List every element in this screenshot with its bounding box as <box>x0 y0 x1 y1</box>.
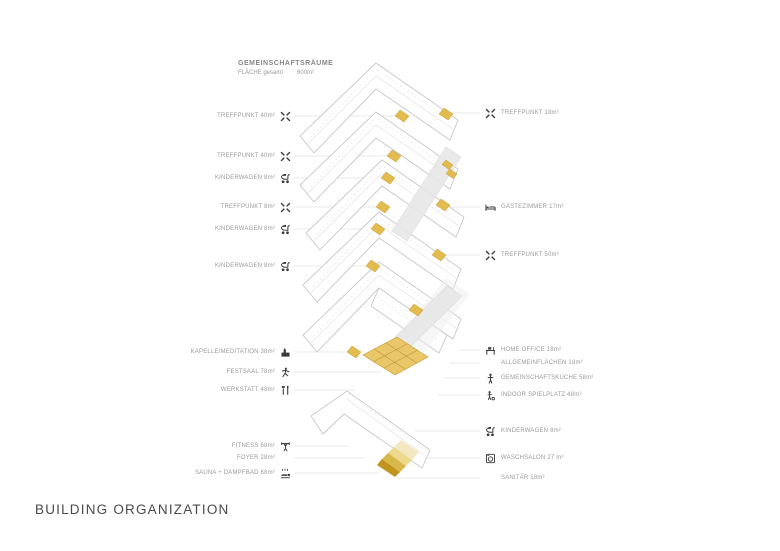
label-row <box>191 346 292 358</box>
label-row <box>484 201 564 213</box>
bed-icon <box>484 201 497 213</box>
desk-icon <box>484 344 497 356</box>
label-row <box>484 357 583 369</box>
meeting-point-icon <box>279 150 292 162</box>
stroller-icon <box>279 260 292 272</box>
room-label: FESTSAAL 78m² <box>226 369 275 375</box>
room-label: TREFFPUNKT 8m² <box>220 204 275 210</box>
person-icon <box>484 372 497 384</box>
label-row <box>484 107 559 119</box>
tools-icon <box>279 384 292 396</box>
label-row <box>195 467 292 479</box>
label-row <box>221 384 292 396</box>
empty-icon-slot <box>484 472 497 484</box>
empty-icon-slot <box>279 452 292 464</box>
meeting-point-icon <box>279 110 292 122</box>
chapel-icon <box>279 346 292 358</box>
room-label: ALLGEMEINFLÄCHEN 18m² <box>501 360 583 366</box>
dancer-icon <box>279 366 292 378</box>
stroller-icon <box>484 425 497 437</box>
label-row <box>215 260 292 272</box>
room-label: KINDERWAGEN 8m² <box>214 263 275 269</box>
label-row <box>217 150 292 162</box>
area-value: 600m² <box>297 70 315 76</box>
room-label: KINDERWAGEN 8m² <box>501 428 562 434</box>
room-label: WASCHSALON 27 m² <box>501 455 564 461</box>
label-row <box>484 344 561 356</box>
meeting-point-icon <box>279 201 292 213</box>
label-row <box>227 366 292 378</box>
label-row <box>484 249 559 261</box>
sauna-icon <box>279 467 292 479</box>
label-row <box>215 172 292 184</box>
label-row <box>215 223 292 235</box>
room-label: KAPELLE/MEDITATION 38m² <box>190 349 275 355</box>
room-label: INDOOR SPIELPLATZ 48m² <box>501 392 582 398</box>
page-title: BUILDING ORGANIZATION <box>35 502 230 517</box>
label-row <box>232 440 292 452</box>
room-label: KINDERWAGEN 8m² <box>214 226 275 232</box>
room-label: FITNESS 68m² <box>231 443 275 449</box>
fitness-icon <box>279 440 292 452</box>
label-row <box>237 452 292 464</box>
label-row <box>221 201 292 213</box>
label-row <box>217 110 292 122</box>
room-label: GÄSTEZIMMER 17m² <box>501 204 564 210</box>
label-row <box>484 372 594 384</box>
stroller-icon <box>279 223 292 235</box>
room-label: SANITÄR 18m² <box>501 475 545 481</box>
stroller-icon <box>279 172 292 184</box>
room-label: TREFFPUNKT 40m² <box>217 113 275 119</box>
room-label: KINDERWAGEN 8m² <box>214 175 275 181</box>
label-row <box>484 452 564 464</box>
diagram-title: GEMEINSCHAFTSRÄUME <box>238 60 334 67</box>
room-label: GEMEINSCHAFTSKÜCHE 58m² <box>501 375 594 381</box>
washing-machine-icon <box>484 452 497 464</box>
child-icon <box>484 389 497 401</box>
meeting-point-icon <box>484 107 497 119</box>
room-label: WERKSTATT 48m² <box>220 387 275 393</box>
area-label: FLÄCHE gesamt <box>238 70 284 76</box>
room-label: TREFFPUNKT 50m² <box>501 252 559 258</box>
empty-icon-slot <box>484 357 497 369</box>
room-label: TREFFPUNKT 18m² <box>501 110 559 116</box>
room-label: TREFFPUNKT 40m² <box>217 153 275 159</box>
label-row <box>484 389 582 401</box>
room-label: SAUNA + DAMPFBAD 68m² <box>194 470 275 476</box>
label-row <box>484 425 561 437</box>
room-label: HOME OFFICE 18m² <box>501 347 562 353</box>
label-row <box>484 472 545 484</box>
meeting-point-icon <box>484 249 497 261</box>
room-label: FOYER 28m² <box>236 455 275 461</box>
